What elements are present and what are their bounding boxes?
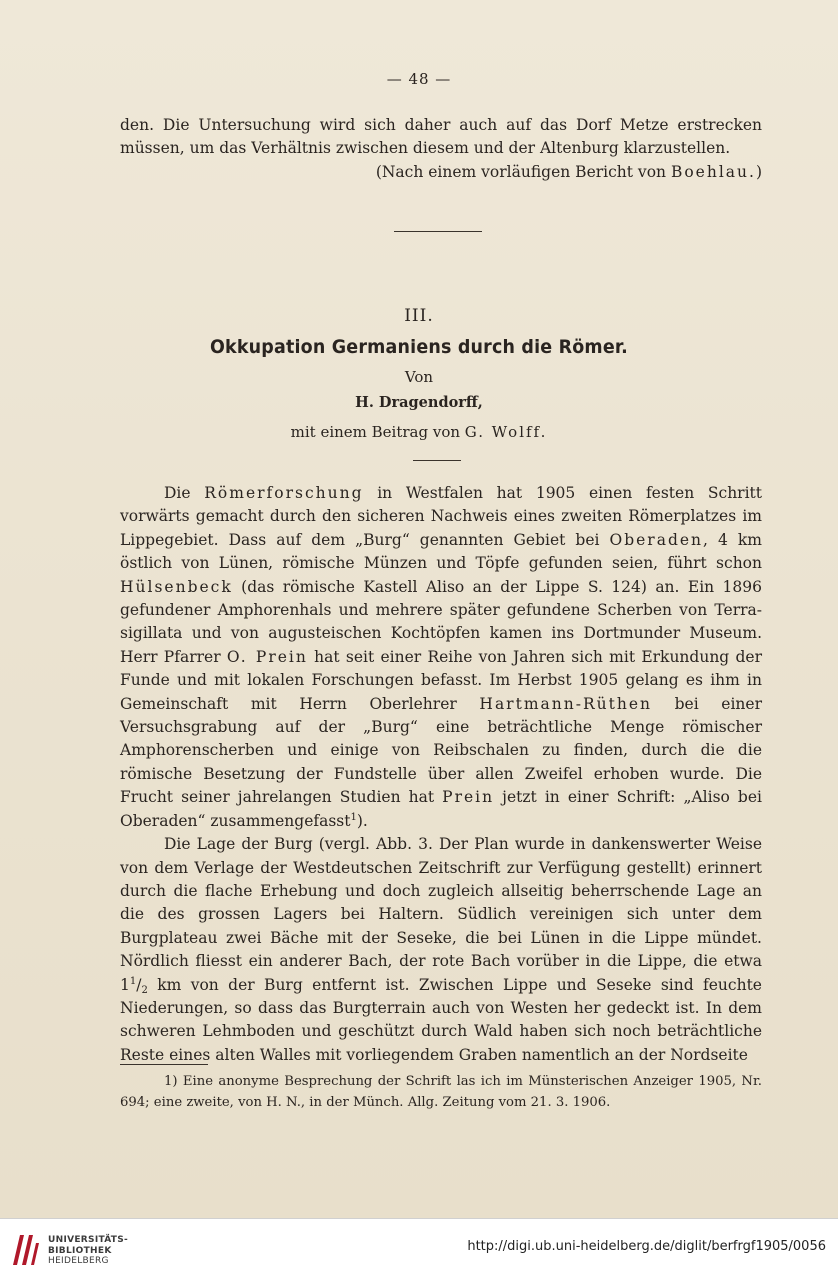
spaced-name: Oberaden	[609, 530, 704, 549]
by-label: Von	[404, 368, 434, 386]
spaced-name: Römerforschung	[204, 484, 364, 502]
text-run: in Westfalen hat 1905 einen festen Schritt vorwärts gemacht durch den sicheren Nachweis eines zweiten Römerplatzes im Lippegebiet. Dass auf dem „Burg“ genannten Gebiet bei	[120, 484, 762, 549]
source-url[interactable]: http://digi.ub.uni-heidelberg.de/diglit/berfrgf1905/0056	[467, 1239, 826, 1254]
library-crest-icon	[10, 1231, 40, 1269]
page-number: — 48 —	[386, 70, 452, 88]
contribution-prefix: mit einem Beitrag von	[290, 423, 465, 441]
logo-line-1: UNIVERSITÄTS-	[48, 1235, 129, 1245]
logo-line-3: HEIDELBERG	[48, 1256, 109, 1266]
footnote-1: 1) Eine anonyme Besprechung der Schrift las ich im Münsterischen Anzeiger 1905, Nr. 694; eine zweite, von H. N., in der Münch. Allg. Zeitung vom 21. 3. 1906.	[120, 1074, 762, 1110]
text-run: ).	[356, 811, 368, 830]
footnote-reference: 1	[350, 811, 357, 823]
text-run: jetzt in einer Schrift: „Aliso bei Oberaden“ zusammengefasst	[120, 788, 762, 830]
library-logo[interactable]	[10, 1231, 160, 1269]
text-run: , 4 km östlich von Lünen, römische Münzen und Töpfe gefunden seien, führt schon	[120, 530, 763, 573]
text-run: bei einer Versuchsgrabung auf der „Burg“ eine beträchtliche Menge römischer Amphorenscherben und einige von Reibschalen zu finden, durch die die römische Besetzung der Fundstelle über allen Zweifel erhoben wurde. Die Frucht seiner jahrelangen Studien hat	[120, 694, 762, 807]
report-note-name: Boehlau.	[670, 162, 756, 181]
spaced-name: Prein	[442, 788, 495, 807]
contribution-line	[0, 423, 838, 441]
contribution-name: G. Wolff.	[464, 423, 548, 441]
fraction-one-and-half: $1^1/_2$	[120, 975, 148, 996]
report-note-prefix: (Nach einem vorläufigen Bericht von	[375, 162, 671, 181]
library-name	[48, 1235, 128, 1267]
report-note-suffix: )	[755, 162, 762, 181]
spaced-name: O. Prein	[226, 647, 308, 666]
top-paragraph: den. Die Untersuchung wird sich daher auch auf das Dorf Metze erstrecken müssen, um das Verhältnis zwischen diesem und der Altenburg klarzustellen.	[120, 116, 762, 158]
spaced-name: Hülsenbeck	[120, 577, 233, 596]
paragraph-1	[120, 482, 762, 833]
text-run: km von der Burg entfernt ist. Zwischen Lippe und Seseke sind feuchte Niederungen, so dass das Burgterrain auch von Westen her gedeckt ist. In dem schweren Lehmboden und geschützt durch Wald haben sich noch beträchtliche Reste eines alten Walles mit vorliegendem Graben namentlich an der Nordseite	[120, 975, 762, 1064]
footnote-divider	[120, 1064, 208, 1065]
fraction-denominator: 2	[141, 984, 148, 996]
text-run: hat seit einer Reihe von Jahren sich mit Erkundung der Funde und mit lokalen Forschungen befasst. Im Herbst 1905 gelang es ihm in Gemeinschaft mit Herrn Oberlehrer	[120, 647, 763, 713]
text-run: Die Lage der Burg (vergl. Abb. 3. Der Plan wurde in dankenswerter Weise von dem Verlage der Westdeutschen Zeitschrift zur Verfügung gestellt) erinnert durch die flache Erhebung und doch zugleich allseitig beherrschende Lage an die des grossen Lagers bei Haltern. Südlich vereinigen sich unter dem Burgplateau zwei Bäche mit der Seseke, die bei Lünen in die Lippe mündet. Nördlich fliesst ein anderer Bach, der rote Bach vorüber in die Lippe, die etwa	[120, 835, 762, 971]
section-number: III.	[404, 306, 434, 326]
report-note	[120, 161, 762, 184]
paragraph-2	[120, 833, 762, 1067]
spaced-name: Hartmann-Rüthen	[479, 694, 652, 713]
section-divider	[394, 231, 482, 232]
footnotes	[120, 1072, 762, 1113]
fraction-numerator: 1	[129, 975, 137, 987]
text-run: Die	[164, 484, 205, 502]
viewer-footer	[0, 1218, 838, 1279]
top-paragraph-block	[120, 114, 762, 184]
title-divider	[413, 460, 461, 461]
section-title: Okkupation Germaniens durch die Römer.	[209, 336, 629, 358]
body-text	[120, 482, 762, 1067]
logo-line-2: BIBLIOTHEK	[48, 1245, 112, 1256]
author-name: H. Dragendorff,	[355, 394, 483, 411]
text-run: (das römische Kastell Aliso an der Lippe S. 124) an. Ein 1896 gefundener Amphorenhals und mehrere später gefundene Scherben von Terra-sigillata und von augusteischen Kochtöpfen kamen ins Dortmunder Museum. Herr Pfarrer	[120, 577, 762, 666]
fraction-whole: 1	[120, 975, 130, 994]
